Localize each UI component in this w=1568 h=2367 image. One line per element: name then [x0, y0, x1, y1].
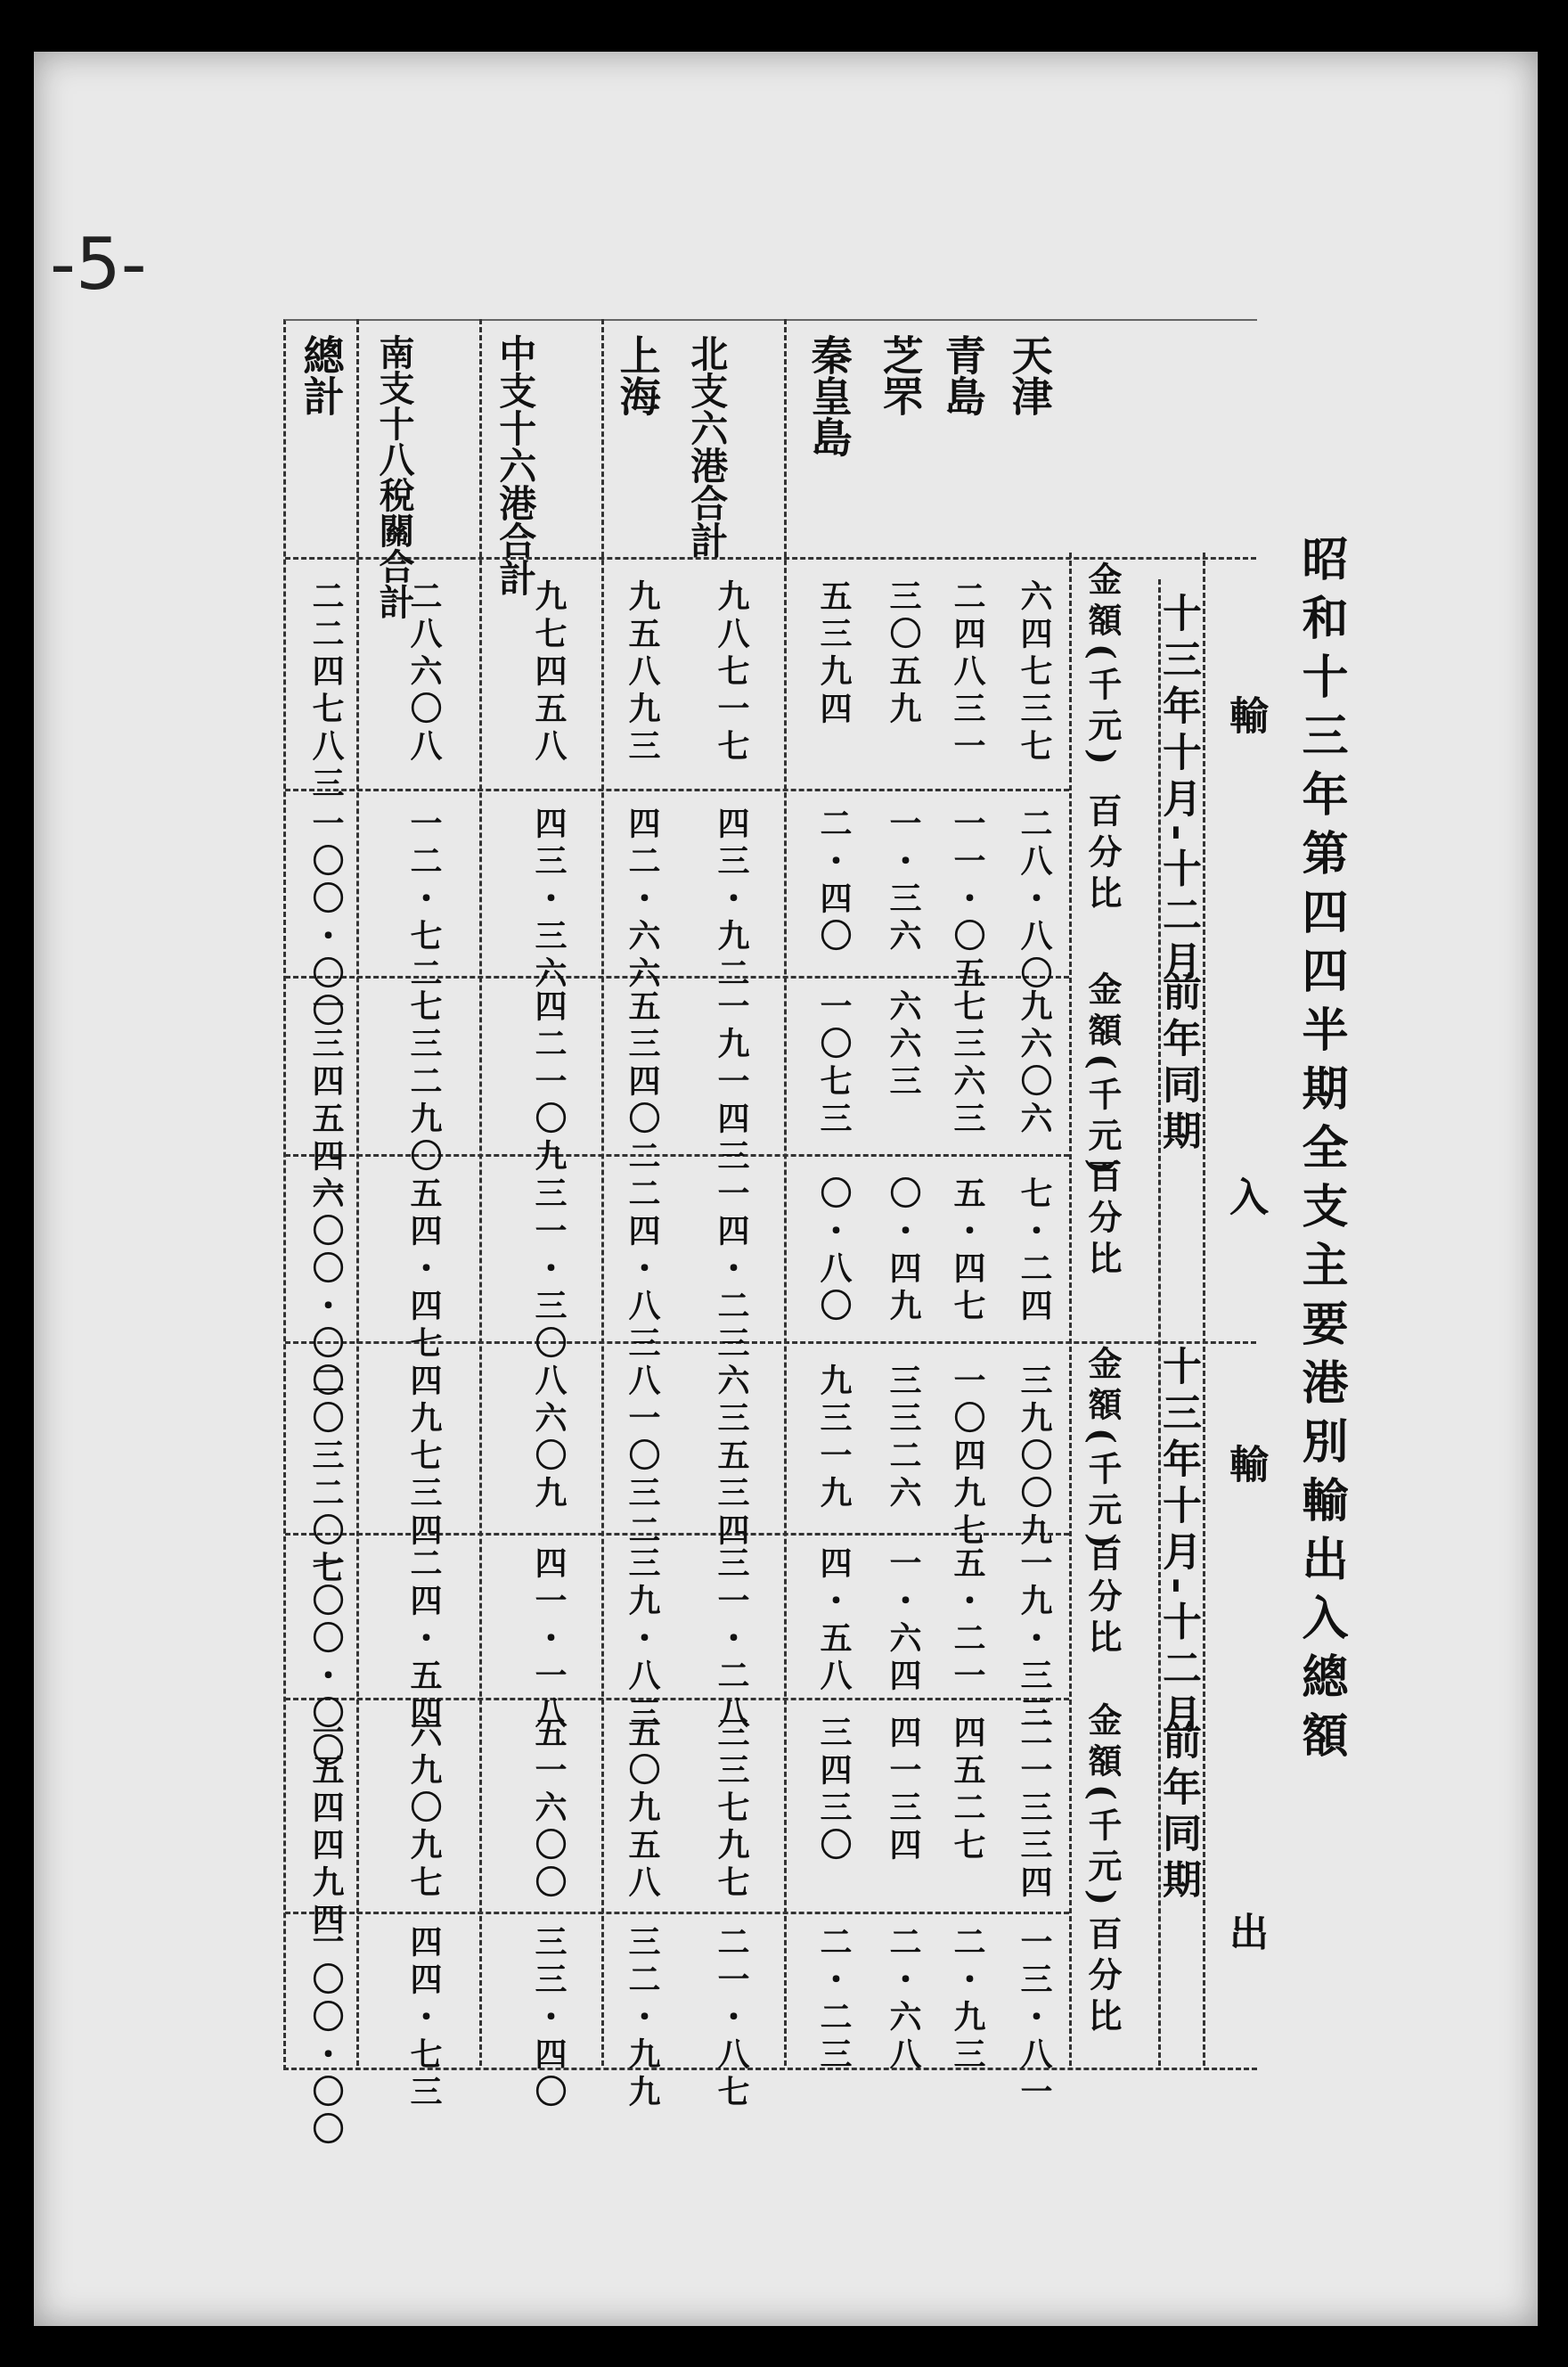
table-cell: 四・五八: [815, 1546, 852, 1696]
table-cell: 四一三四: [885, 1716, 921, 1865]
table-cell: 一〇四九七: [949, 1364, 985, 1551]
table-cell: 八一〇三二: [624, 1364, 660, 1551]
page-title: 昭和十三年第四四半期全支主要港別輸出入總額: [1294, 535, 1348, 1770]
table-cell: 一九一四三: [713, 989, 749, 1176]
percent-header-4: 百分比: [1082, 1916, 1123, 2039]
period-prev-import: 前年同期: [1156, 971, 1201, 1157]
table-cell: 九五八九三: [624, 579, 660, 766]
table-cell: 四九七三四: [405, 1364, 442, 1551]
table-cell: 〇・八〇: [815, 1176, 852, 1326]
table-cell: 八六〇九: [530, 1364, 567, 1513]
period-prev-export: 前年同期: [1156, 1720, 1201, 1905]
import-header-left: 輸: [1222, 695, 1268, 741]
table-cell: 一五四四九四: [307, 1716, 344, 1940]
table-cell: 一〇七三: [815, 989, 852, 1139]
row-label-qingdao: 青島: [938, 334, 987, 416]
table-cell: 二・二三: [815, 1925, 852, 2075]
table-cell: 二八・八〇: [1016, 807, 1052, 994]
table-cell: 二二四七八三: [307, 579, 344, 804]
table-cell: 六九〇九七: [405, 1716, 442, 1903]
table-cell: 一三四五四六: [307, 989, 344, 1214]
table-cell: 一一・〇五: [949, 807, 985, 994]
table-cell: 四三・三六: [530, 807, 567, 994]
table-cell: 七・二四: [1016, 1176, 1052, 1326]
amount-header-1: 金額(千元): [1082, 561, 1123, 772]
table-cell: 〇・四九: [885, 1176, 921, 1326]
import-header-right: 入: [1222, 1176, 1268, 1223]
table-cell: 二・九三: [949, 1925, 985, 2075]
table-cell: 三三・四〇: [530, 1925, 567, 2112]
table-cell: 三九〇〇九: [1016, 1364, 1052, 1551]
table-cell: 一〇〇・〇〇: [307, 1925, 344, 2150]
percent-header-2: 百分比: [1082, 1159, 1123, 1282]
row-label-tianjin: 天津: [1005, 334, 1054, 416]
table-cell: 五三九四: [815, 579, 852, 729]
table-cell: 二四八三一: [949, 579, 985, 766]
table-cell: 三九・八三: [624, 1546, 660, 1733]
divider: [479, 319, 482, 2066]
row-label-south-total: 南支十八稅關合計: [373, 334, 415, 619]
table-cell: 六三五三四: [713, 1364, 749, 1551]
table-cell: 二〇三二〇七: [307, 1364, 344, 1588]
table-cell: 三一・三〇: [530, 1176, 567, 1364]
table-cell: 五一六〇〇: [530, 1716, 567, 1903]
table-cell: 三〇五九: [885, 579, 921, 729]
table-cell: 三四三〇: [815, 1716, 852, 1865]
row-label-central-total: 中支十六港合計: [494, 334, 538, 596]
table-cell: 六四七三七: [1016, 579, 1052, 766]
table-cell: 七三二九〇: [405, 989, 442, 1176]
table-cell: 二四・八三: [624, 1176, 660, 1364]
export-header-right: 出: [1222, 1912, 1268, 1958]
table-cell: 四四・七三: [405, 1925, 442, 2112]
divider: [285, 789, 1069, 791]
table-cell: 九七四五八: [530, 579, 567, 766]
table-cell: 一〇〇・〇〇: [307, 1546, 344, 1771]
divider: [285, 1912, 1069, 1914]
table-cell: 四五二七: [949, 1716, 985, 1865]
row-label-shanghai: 上海: [613, 334, 662, 416]
page-number: -5-: [50, 223, 147, 306]
percent-header-3: 百分比: [1082, 1537, 1123, 1660]
divider: [356, 319, 359, 2066]
amount-header-3: 金額(千元): [1082, 1346, 1123, 1556]
table-cell: 一九・三三: [1016, 1546, 1052, 1733]
table-cell: 一・六四: [885, 1546, 921, 1696]
row-label-north-total: 北支六港合計: [685, 334, 730, 559]
percent-header-1: 百分比: [1082, 793, 1123, 916]
table-cell: 三二・九九: [624, 1925, 660, 2112]
table-cell: 一三・八一: [1016, 1925, 1052, 2112]
table-cell: 二八六〇八: [405, 579, 442, 766]
table-cell: 三三二六: [885, 1364, 921, 1513]
amount-header-2: 金額(千元): [1082, 971, 1123, 1182]
table-cell: 四二一〇九: [530, 989, 567, 1176]
divider: [285, 557, 1256, 560]
table-cell: 三一・二八: [713, 1546, 749, 1733]
period-current-import: 十三年十月-十二月: [1156, 593, 1201, 987]
table-cell: 三三七九七: [713, 1716, 749, 1903]
table-cell: 九六〇六: [1016, 989, 1052, 1139]
table-cell: 九八七一七: [713, 579, 749, 766]
table-cell: 四三・九二: [713, 807, 749, 994]
divider: [1069, 553, 1072, 2066]
table-cell: 四二・六六: [624, 807, 660, 994]
table-cell: 一〇〇・〇〇: [307, 1176, 344, 1401]
table-cell: 一四・二三: [713, 1176, 749, 1364]
table-cell: 五・四七: [949, 1176, 985, 1326]
row-label-grand-total: 總計: [297, 334, 346, 416]
amount-header-4: 金額(千元): [1082, 1702, 1123, 1912]
table-cell: 五三四〇二: [624, 989, 660, 1176]
table-cell: 一二・七二: [405, 807, 442, 994]
divider: [601, 319, 604, 2066]
table-cell: 二一三三四: [1016, 1716, 1052, 1903]
table-cell: 一・三六: [885, 807, 921, 956]
table-cell: 六六三: [885, 989, 921, 1102]
export-header-left: 輸: [1222, 1444, 1268, 1490]
table-cell: 五四・四七: [405, 1176, 442, 1364]
divider: [784, 319, 787, 2066]
table-cell: 二・六八: [885, 1925, 921, 2075]
table-cell: 五・二一: [949, 1546, 985, 1696]
table-cell: 七三六三: [949, 989, 985, 1139]
table-cell: 一〇〇・〇〇: [307, 807, 344, 1031]
row-label-qinhuangdao: 秦皇島: [804, 334, 853, 457]
row-label-zhifu: 芝罘: [876, 334, 925, 416]
table-cell: 四一・一八: [530, 1546, 567, 1733]
table-cell: 五〇九五八: [624, 1716, 660, 1903]
period-current-export: 十三年十月-十二月: [1156, 1346, 1201, 1740]
table-cell: 二四・五四: [405, 1546, 442, 1733]
table-cell: 二一・八七: [713, 1925, 749, 2112]
table-cell: 九三一九: [815, 1364, 852, 1513]
table-cell: 二・四〇: [815, 807, 852, 956]
